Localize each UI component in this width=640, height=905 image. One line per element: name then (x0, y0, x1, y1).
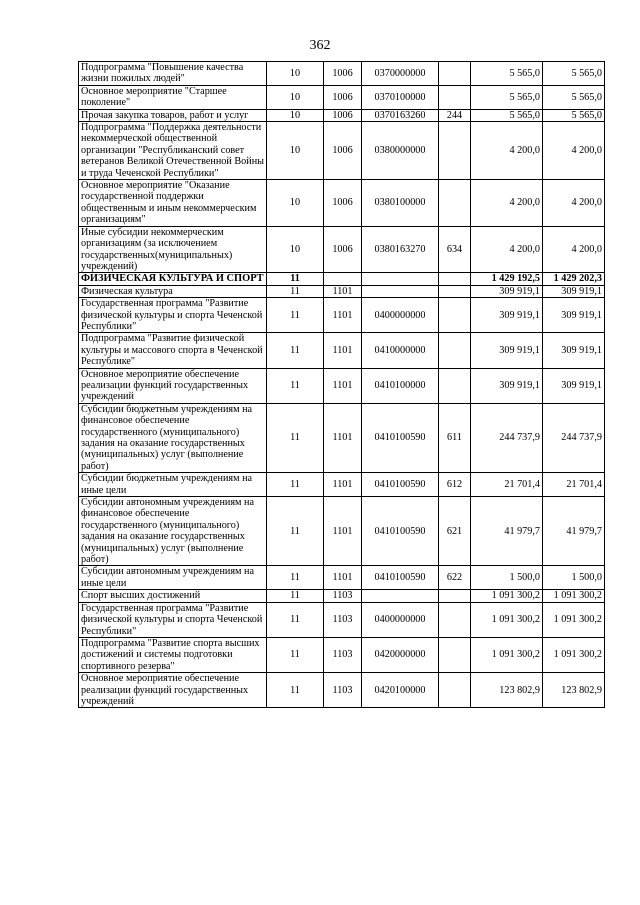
row-name-cell: Подпрограмма "Развитие спорта высших достижений и системы подготовки спортивного резерва" (79, 637, 267, 672)
amount-2-cell: 1 091 300,2 (543, 590, 605, 602)
amount-1-cell: 1 091 300,2 (471, 590, 543, 602)
section-code-cell: 11 (267, 473, 324, 497)
section-code-cell: 11 (267, 403, 324, 472)
amount-1-cell: 5 565,0 (471, 62, 543, 86)
amount-1-cell: 41 979,7 (471, 497, 543, 566)
target-article-cell: 0380100000 (362, 180, 439, 227)
table-row (79, 85, 605, 109)
amount-1-cell: 4 200,0 (471, 180, 543, 227)
section-code-cell: 11 (267, 333, 324, 368)
section-code-cell: 11 (267, 590, 324, 602)
target-article-cell: 0410100000 (362, 368, 439, 403)
target-article-cell: 0370000000 (362, 62, 439, 86)
section-code-cell: 11 (267, 637, 324, 672)
table-row (79, 368, 605, 403)
target-article-cell: 0410100590 (362, 497, 439, 566)
target-article-cell: 0370100000 (362, 85, 439, 109)
target-article-cell (362, 273, 439, 285)
expense-type-cell: 634 (439, 226, 471, 273)
expense-type-cell (439, 273, 471, 285)
row-name-cell: Основное мероприятие "Оказание государственной поддержки общественным и иным некоммерческим организациям" (79, 180, 267, 227)
amount-1-cell: 309 919,1 (471, 333, 543, 368)
amount-2-cell: 309 919,1 (543, 285, 605, 297)
amount-2-cell: 309 919,1 (543, 333, 605, 368)
section-code-cell: 11 (267, 673, 324, 708)
row-name-cell: Прочая закупка товаров, работ и услуг (79, 109, 267, 121)
section-code-cell: 10 (267, 85, 324, 109)
amount-1-cell: 309 919,1 (471, 285, 543, 297)
subsection-code-cell: 1103 (324, 602, 362, 637)
table-row (79, 180, 605, 227)
row-name-cell: Спорт высших достижений (79, 590, 267, 602)
target-article-cell: 0410100590 (362, 403, 439, 472)
subsection-code-cell: 1103 (324, 590, 362, 602)
row-name-cell: Государственная программа "Развитие физической культуры и спорта Чеченской Республики" (79, 298, 267, 333)
subsection-code-cell: 1101 (324, 403, 362, 472)
subsection-code-cell: 1103 (324, 673, 362, 708)
expense-type-cell: 244 (439, 109, 471, 121)
table-row (79, 333, 605, 368)
table-row (79, 226, 605, 273)
amount-2-cell: 41 979,7 (543, 497, 605, 566)
table-row (79, 122, 605, 180)
table-row (79, 566, 605, 590)
amount-2-cell: 1 091 300,2 (543, 637, 605, 672)
expense-type-cell (439, 180, 471, 227)
section-code-cell: 11 (267, 298, 324, 333)
amount-2-cell: 309 919,1 (543, 368, 605, 403)
target-article-cell: 0410000000 (362, 333, 439, 368)
section-code-cell: 10 (267, 109, 324, 121)
section-code-cell: 10 (267, 62, 324, 86)
subsection-code-cell: 1006 (324, 109, 362, 121)
table-row (79, 473, 605, 497)
expense-type-cell (439, 62, 471, 86)
subsection-code-cell: 1101 (324, 285, 362, 297)
table-row (79, 109, 605, 121)
amount-2-cell: 5 565,0 (543, 85, 605, 109)
target-article-cell: 0420000000 (362, 637, 439, 672)
target-article-cell: 0400000000 (362, 602, 439, 637)
expense-type-cell: 611 (439, 403, 471, 472)
amount-2-cell: 123 802,9 (543, 673, 605, 708)
subsection-code-cell: 1101 (324, 368, 362, 403)
section-code-cell: 10 (267, 122, 324, 180)
target-article-cell: 0370163260 (362, 109, 439, 121)
row-name-cell: Субсидии автономным учреждениям на иные цели (79, 566, 267, 590)
amount-1-cell: 1 091 300,2 (471, 602, 543, 637)
amount-1-cell: 309 919,1 (471, 368, 543, 403)
expense-type-cell (439, 602, 471, 637)
target-article-cell: 0420100000 (362, 673, 439, 708)
amount-1-cell: 123 802,9 (471, 673, 543, 708)
amount-2-cell: 1 091 300,2 (543, 602, 605, 637)
table-row (79, 673, 605, 708)
row-name-cell: Подпрограмма "Развитие физической культуры и массового спорта в Чеченской Республике" (79, 333, 267, 368)
target-article-cell (362, 590, 439, 602)
target-article-cell: 0410100590 (362, 566, 439, 590)
target-article-cell (362, 285, 439, 297)
row-name-cell: Иные субсидии некоммерческим организациям (за исключением государственных(муниципальных) учреждений) (79, 226, 267, 273)
row-name-cell: Основное мероприятие обеспечение реализации функций государственных учреждений (79, 673, 267, 708)
expense-type-cell: 612 (439, 473, 471, 497)
subsection-code-cell: 1101 (324, 566, 362, 590)
subsection-code-cell: 1101 (324, 473, 362, 497)
section-code-cell: 11 (267, 285, 324, 297)
subsection-code-cell: 1103 (324, 637, 362, 672)
subsection-code-cell: 1006 (324, 122, 362, 180)
row-name-cell: Субсидии бюджетным учреждениям на иные цели (79, 473, 267, 497)
section-code-cell: 11 (267, 602, 324, 637)
table-row (79, 298, 605, 333)
row-name-cell: Подпрограмма "Поддержка деятельности некоммерческой общественной организации "Республиканский совет ветеранов Великой Отечественной Войны и труда Чеченской Республики" (79, 122, 267, 180)
expense-type-cell (439, 285, 471, 297)
budget-table (78, 61, 605, 708)
amount-2-cell: 244 737,9 (543, 403, 605, 472)
table-row (79, 497, 605, 566)
amount-1-cell: 21 701,4 (471, 473, 543, 497)
amount-2-cell: 309 919,1 (543, 298, 605, 333)
table-row (79, 403, 605, 472)
section-code-cell: 11 (267, 368, 324, 403)
amount-1-cell: 1 429 192,5 (471, 273, 543, 285)
subsection-code-cell (324, 273, 362, 285)
section-code-cell: 11 (267, 566, 324, 590)
subsection-code-cell: 1101 (324, 333, 362, 368)
expense-type-cell: 621 (439, 497, 471, 566)
expense-type-cell (439, 637, 471, 672)
amount-2-cell: 5 565,0 (543, 109, 605, 121)
row-name-cell: ФИЗИЧЕСКАЯ КУЛЬТУРА И СПОРТ (79, 273, 267, 285)
table-row (79, 602, 605, 637)
amount-1-cell: 5 565,0 (471, 85, 543, 109)
target-article-cell: 0400000000 (362, 298, 439, 333)
table-row (79, 637, 605, 672)
expense-type-cell (439, 122, 471, 180)
amount-1-cell: 1 500,0 (471, 566, 543, 590)
section-code-cell: 10 (267, 180, 324, 227)
subsection-code-cell: 1006 (324, 85, 362, 109)
amount-1-cell: 5 565,0 (471, 109, 543, 121)
row-name-cell: Подпрограмма "Повышение качества жизни пожилых людей" (79, 62, 267, 86)
expense-type-cell (439, 590, 471, 602)
subsection-code-cell: 1006 (324, 180, 362, 227)
amount-2-cell: 1 500,0 (543, 566, 605, 590)
amount-1-cell: 309 919,1 (471, 298, 543, 333)
subsection-code-cell: 1006 (324, 62, 362, 86)
table-row (79, 285, 605, 297)
subsection-code-cell: 1101 (324, 497, 362, 566)
expense-type-cell (439, 298, 471, 333)
table-row (79, 273, 605, 285)
subsection-code-cell: 1101 (324, 298, 362, 333)
budget-table-body (79, 62, 605, 708)
row-name-cell: Физическая культура (79, 285, 267, 297)
section-code-cell: 11 (267, 273, 324, 285)
amount-2-cell: 4 200,0 (543, 180, 605, 227)
section-code-cell: 11 (267, 497, 324, 566)
expense-type-cell (439, 333, 471, 368)
table-row (79, 590, 605, 602)
amount-1-cell: 4 200,0 (471, 226, 543, 273)
expense-type-cell (439, 85, 471, 109)
expense-type-cell (439, 368, 471, 403)
subsection-code-cell: 1006 (324, 226, 362, 273)
expense-type-cell: 622 (439, 566, 471, 590)
expense-type-cell (439, 673, 471, 708)
target-article-cell: 0410100590 (362, 473, 439, 497)
row-name-cell: Основное мероприятие "Старшее поколение" (79, 85, 267, 109)
amount-2-cell: 1 429 202,3 (543, 273, 605, 285)
amount-1-cell: 1 091 300,2 (471, 637, 543, 672)
target-article-cell: 0380163270 (362, 226, 439, 273)
section-code-cell: 10 (267, 226, 324, 273)
amount-1-cell: 244 737,9 (471, 403, 543, 472)
amount-2-cell: 5 565,0 (543, 62, 605, 86)
table-row (79, 62, 605, 86)
amount-2-cell: 4 200,0 (543, 122, 605, 180)
target-article-cell: 0380000000 (362, 122, 439, 180)
row-name-cell: Государственная программа "Развитие физической культуры и спорта Чеченской Республики" (79, 602, 267, 637)
amount-2-cell: 21 701,4 (543, 473, 605, 497)
row-name-cell: Субсидии бюджетным учреждениям на финансовое обеспечение государственного (муниципального) задания на оказание государственных (муниципальных) услуг (выполнение работ) (79, 403, 267, 472)
amount-2-cell: 4 200,0 (543, 226, 605, 273)
amount-1-cell: 4 200,0 (471, 122, 543, 180)
page-number: 362 (309, 38, 331, 53)
row-name-cell: Субсидии автономным учреждениям на финансовое обеспечение государственного (муниципального) задания на оказание государственных (муниципальных) услуг (выполнение работ) (79, 497, 267, 566)
row-name-cell: Основное мероприятие обеспечение реализации функций государственных учреждений (79, 368, 267, 403)
